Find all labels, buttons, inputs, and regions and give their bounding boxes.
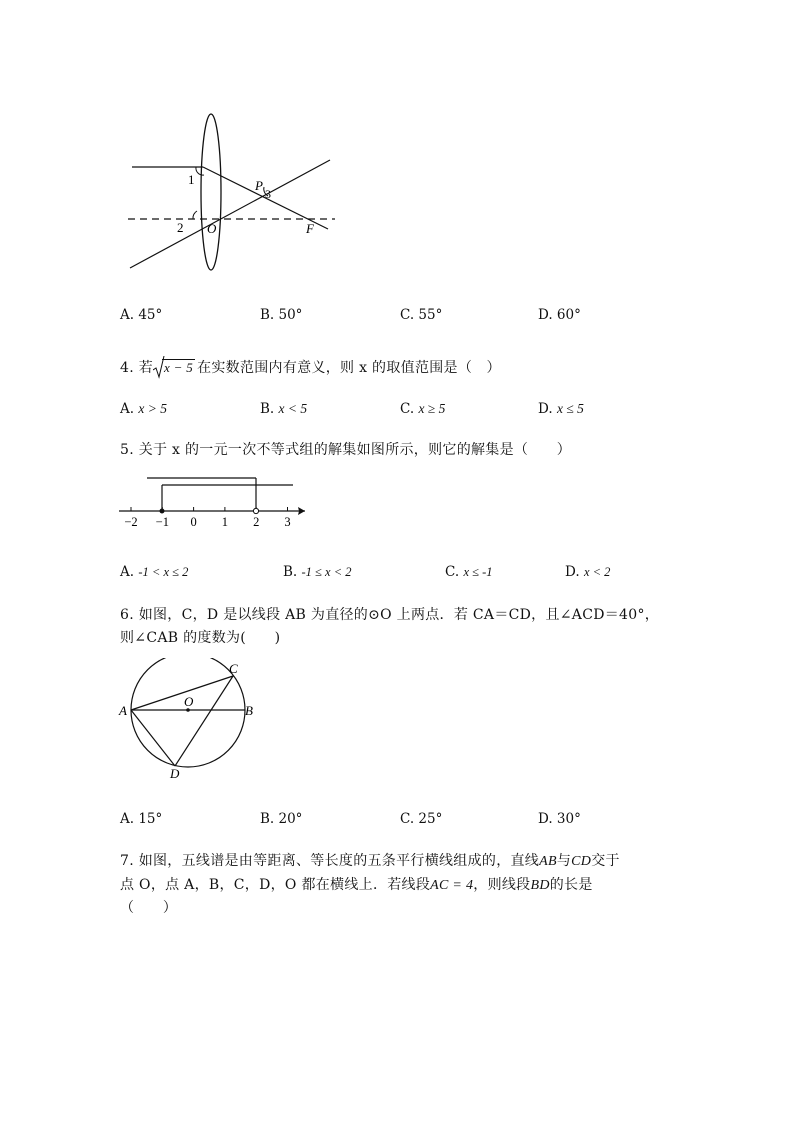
q5-option-d[interactable]	[565, 564, 610, 580]
q4-option-a[interactable]	[120, 401, 167, 417]
label-A: A	[119, 703, 127, 718]
sqrt-expression	[153, 360, 195, 376]
label-2: 2	[177, 220, 184, 235]
oblique-ray	[130, 160, 330, 268]
tick-label: 3	[284, 515, 291, 529]
q5-option-c-math: x ≤ -1	[463, 565, 493, 579]
q4-option-c[interactable]	[400, 401, 445, 417]
q4-option-c-label: C.	[400, 401, 415, 417]
tick-label: −1	[155, 515, 169, 529]
tick-label: 0	[190, 515, 197, 529]
chord-cd	[175, 676, 233, 766]
q5-option-a-math: -1 < x ≤ 2	[138, 565, 189, 579]
optics-figure	[120, 105, 350, 280]
q7-line-cd: CD	[571, 854, 592, 869]
chord-ad	[131, 710, 175, 766]
q5-option-d-label: D.	[565, 564, 580, 580]
q7-segment-ac: AC = 4	[430, 878, 474, 893]
q6-option-c[interactable]: C. 25°	[400, 811, 443, 827]
q7-line-ab: AB	[539, 854, 557, 869]
q4-prefix: 4. 若	[120, 360, 154, 376]
q6-stem-line1: 6. 如图，C，D 是以线段 AB 为直径的⊙O 上两点．若 CA＝CD，且∠ACD＝40°，	[120, 607, 660, 623]
q6-option-d[interactable]: D. 30°	[538, 811, 581, 827]
number-line-figure	[115, 470, 315, 532]
q7-line1-text-a: 7. 如图，五线谱是由等距离、等长度的五条平行横线组成的，直线	[120, 853, 540, 869]
q5-option-b-label: B.	[283, 564, 298, 580]
tick-label: 1	[221, 515, 229, 529]
tick-label: 2	[253, 515, 260, 529]
q4-option-c-math: x ≥ 5	[418, 401, 446, 416]
q7-stem-line2	[120, 874, 593, 894]
chord-ac	[131, 676, 233, 710]
q6-option-a[interactable]: A. 15°	[120, 811, 163, 827]
q4-option-b-math: x < 5	[278, 401, 308, 416]
q5-option-a[interactable]	[120, 564, 188, 580]
circle-o	[131, 658, 245, 767]
q3-option-b[interactable]: B. 50°	[260, 307, 303, 323]
q6-stem-line2: 则∠CAB 的度数为( )	[120, 630, 281, 646]
q4-option-d[interactable]	[538, 401, 584, 417]
q4-option-b[interactable]	[260, 401, 307, 417]
q5-option-d-math: x < 2	[583, 565, 611, 579]
q4-suffix: 在实数范围内有意义，则 x 的取值范围是（ ）	[197, 360, 501, 376]
label-B: B	[245, 703, 253, 718]
q7-line1-text-c: 交于	[591, 853, 620, 869]
q3-option-c[interactable]: C. 55°	[400, 307, 443, 323]
q4-option-a-math: x > 5	[138, 401, 167, 416]
tick-group	[124, 507, 290, 529]
angle-1-arc	[196, 167, 204, 175]
q3-option-d[interactable]: D. 60°	[538, 307, 581, 323]
q4-option-d-label: D.	[538, 401, 553, 417]
label-F: F	[306, 221, 314, 236]
angle-2-arc	[193, 211, 197, 219]
label-O: O	[184, 694, 194, 709]
q7-segment-bd: BD	[530, 878, 550, 893]
circle-figure	[115, 658, 265, 783]
sqrt-radicand: x − 5	[164, 360, 194, 375]
label-3: 3	[265, 187, 271, 201]
label-C: C	[229, 661, 238, 676]
label-D: D	[170, 766, 180, 781]
lens-ellipse	[201, 114, 221, 270]
q4-option-b-label: B.	[260, 401, 275, 417]
q5-option-c-label: C.	[445, 564, 460, 580]
q3-option-a[interactable]: A. 45°	[120, 307, 163, 323]
q5-stem: 5. 关于 x 的一元一次不等式组的解集如图所示，则它的解集是（ ）	[120, 442, 572, 458]
q5-option-a-label: A.	[120, 564, 135, 580]
q7-stem-line1	[120, 850, 620, 870]
q5-option-c[interactable]	[445, 564, 493, 580]
q5-option-b[interactable]	[283, 564, 352, 580]
q7-line2-text-a: 点 O，点 A，B，C，D，O 都在横线上．若线段	[120, 877, 431, 893]
q7-line2-text-b: ，则线段	[473, 877, 531, 893]
axis-arrow-icon	[298, 507, 305, 515]
q7-line1-text-b: 与	[556, 853, 572, 869]
q7-answer-bracket: （ ）	[120, 900, 178, 916]
q4-stem	[120, 357, 501, 377]
label-O: O	[207, 221, 217, 236]
q5-option-b-math: -1 ≤ x < 2	[301, 565, 352, 579]
hollow-point	[253, 508, 258, 513]
q4-option-a-label: A.	[120, 401, 135, 417]
q4-option-d-math: x ≤ 5	[556, 401, 584, 416]
q7-line2-text-c: 的长是	[549, 877, 593, 893]
tick-label: −2	[124, 515, 138, 529]
label-P: P	[255, 178, 263, 193]
q6-option-b[interactable]: B. 20°	[260, 811, 303, 827]
label-1: 1	[188, 172, 195, 187]
solid-point	[160, 509, 165, 514]
